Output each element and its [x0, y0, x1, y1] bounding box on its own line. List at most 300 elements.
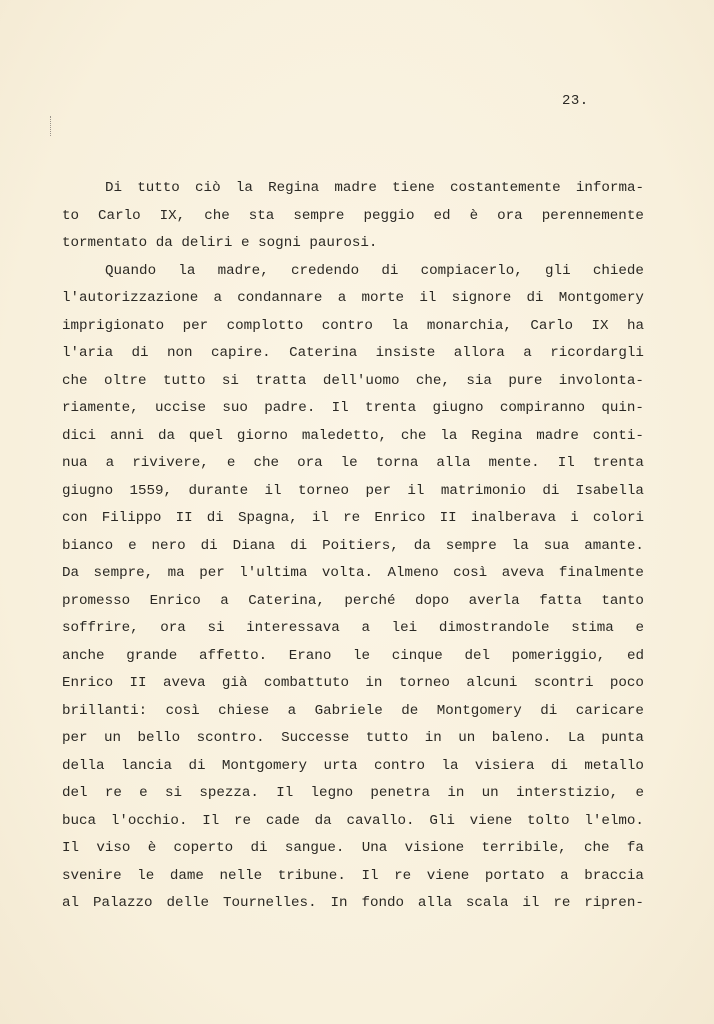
word: i: [570, 510, 579, 526]
word: bello: [137, 730, 181, 746]
word: scala: [465, 895, 509, 911]
word: Palazzo: [92, 895, 153, 911]
text-line: [62, 258, 644, 286]
word: e: [226, 455, 236, 471]
word: di: [542, 482, 560, 499]
word: giugno: [62, 482, 114, 499]
word: che: [62, 372, 88, 389]
word: il: [407, 482, 425, 499]
word: il: [522, 895, 540, 911]
text-line: [62, 533, 644, 561]
word: imprigionato: [62, 317, 165, 334]
word: ricordargli: [550, 345, 644, 361]
word: e: [139, 785, 148, 801]
word: brillanti:: [62, 702, 148, 719]
word: conti-: [592, 427, 644, 444]
word: finalmente: [558, 565, 644, 581]
word: dimostrandole: [438, 620, 550, 636]
text-line: [62, 588, 644, 616]
word: alla: [417, 895, 452, 911]
word: pure: [508, 372, 543, 389]
word: interstizio,: [515, 785, 619, 801]
word: Successe: [281, 730, 350, 746]
word: re: [553, 895, 571, 911]
word: anche: [62, 647, 105, 664]
word: sempre,: [93, 565, 154, 581]
word: di: [250, 840, 268, 856]
word: capire.: [211, 345, 271, 361]
word: IX: [591, 317, 609, 334]
word: per: [62, 730, 88, 746]
word: Diana: [232, 537, 276, 554]
word: torna: [375, 455, 419, 471]
word: Tournelles.: [222, 895, 317, 911]
word: il: [419, 290, 437, 306]
word: da: [413, 537, 431, 554]
word: morte: [361, 290, 405, 306]
word: a: [105, 455, 115, 471]
word: nero: [151, 537, 186, 554]
word: la: [441, 757, 459, 774]
word: dame: [169, 867, 204, 884]
word: informa-: [575, 180, 644, 196]
word: ciò: [195, 180, 221, 196]
word: Il: [202, 812, 220, 829]
word: riamente,: [62, 400, 139, 416]
word: tolto: [526, 812, 570, 829]
word: buca: [62, 812, 97, 829]
word: baleno.: [491, 730, 552, 746]
word: signore: [451, 290, 512, 306]
word: viene: [426, 867, 470, 884]
word: Da: [62, 565, 80, 581]
word: che,: [415, 372, 450, 389]
word: la: [178, 262, 196, 279]
word: combattuto: [263, 675, 350, 691]
word: di: [188, 757, 206, 774]
word: Montgomery: [221, 757, 308, 774]
word: di: [381, 262, 399, 279]
word: promesso: [62, 592, 131, 609]
word: è: [147, 840, 157, 856]
word: madre,: [217, 262, 269, 279]
word: che: [400, 427, 427, 444]
word: le: [340, 455, 358, 471]
word: Regina: [471, 427, 523, 444]
word: chiese: [218, 702, 270, 719]
word: allora: [453, 345, 505, 361]
word: punta: [601, 730, 644, 746]
text-line: [62, 835, 644, 863]
word: gli: [545, 262, 571, 279]
word: Il: [62, 840, 80, 856]
word: fatta: [539, 592, 582, 609]
word: involonta-: [558, 372, 644, 389]
word: non: [167, 345, 193, 361]
word: inalberava: [470, 510, 556, 526]
word: Isabella: [575, 482, 644, 499]
word: le: [137, 867, 155, 884]
text-line: [62, 615, 644, 643]
word: bianco: [62, 537, 114, 554]
word: a: [220, 592, 229, 609]
word: tratta: [255, 372, 307, 389]
word: l'aria: [62, 345, 114, 361]
word: la: [440, 427, 458, 444]
body-text: [62, 175, 644, 918]
word: Quando: [105, 262, 157, 279]
word: Il: [557, 455, 575, 471]
word: colori: [592, 510, 644, 526]
word: re: [394, 867, 412, 884]
word: sempre: [445, 537, 497, 554]
word: to: [62, 207, 80, 224]
word: Regina: [268, 180, 320, 196]
word: l'autorizzazione: [62, 290, 199, 306]
word: a: [361, 620, 370, 636]
word: giugno: [432, 400, 484, 416]
word: ha: [626, 317, 644, 334]
word: trenta: [592, 455, 644, 471]
word: Carlo: [98, 207, 141, 224]
word: sia: [466, 372, 492, 389]
word: II: [439, 510, 457, 526]
word: maledetto,: [301, 427, 387, 444]
word: nua: [62, 455, 88, 471]
text-line: [62, 890, 644, 918]
word: e: [128, 537, 137, 554]
word: II: [175, 510, 193, 526]
word: quel: [188, 427, 223, 444]
text-line: [62, 670, 644, 698]
word: sua: [543, 537, 570, 554]
word: tribune.: [277, 867, 346, 884]
word: visiera: [474, 757, 535, 774]
word: quin-: [601, 400, 644, 416]
word: e: [635, 620, 644, 636]
word: di: [290, 537, 308, 554]
word: aveva: [501, 565, 545, 581]
word: dell'uomo: [322, 372, 400, 389]
word: oltre: [103, 372, 147, 389]
word: a: [560, 867, 569, 884]
word: Il: [276, 785, 294, 801]
word: per: [182, 317, 209, 334]
word: nelle: [219, 867, 263, 884]
word: fa: [626, 840, 644, 856]
word: Poitiers,: [322, 537, 399, 554]
word: da: [155, 235, 173, 251]
word: lancia: [120, 757, 173, 774]
word: ma: [167, 565, 185, 581]
word: Il: [361, 867, 379, 884]
word: fondo: [361, 895, 405, 911]
word: che: [253, 455, 279, 471]
text-line: [62, 203, 644, 231]
word: un: [481, 785, 499, 801]
word: per: [365, 482, 391, 499]
word: svenire: [62, 867, 122, 884]
word: con: [62, 510, 88, 526]
word: compiacerlo,: [420, 262, 523, 279]
word: averla: [468, 592, 520, 609]
word: penetra: [370, 785, 431, 801]
word: che: [204, 207, 230, 224]
word: l'elmo.: [584, 812, 644, 829]
word: Montgomery: [558, 290, 644, 306]
word: la: [511, 537, 529, 554]
word: Almeno: [387, 565, 439, 581]
text-line: [62, 560, 644, 588]
word: per: [199, 565, 225, 581]
text-line: [62, 423, 644, 451]
word: sta: [248, 207, 275, 224]
word: l'occhio.: [110, 812, 188, 829]
word: paurosi.: [309, 235, 378, 251]
word: e: [635, 785, 644, 801]
word: legno: [310, 785, 354, 801]
word: uccise: [154, 400, 207, 416]
word: de: [401, 702, 419, 719]
word: soffrire,: [62, 620, 139, 636]
word: tutto: [137, 180, 180, 196]
word: deliri: [181, 235, 233, 251]
word: visione: [404, 840, 465, 856]
word: la: [391, 317, 409, 334]
word: urta: [323, 757, 358, 774]
word: viene: [469, 812, 513, 829]
text-line: [62, 285, 644, 313]
text-line: [62, 175, 644, 203]
word: spezza.: [199, 785, 259, 801]
word: sangue.: [284, 840, 345, 856]
word: si: [207, 620, 225, 636]
word: aveva: [162, 675, 206, 691]
word: affetto.: [198, 647, 268, 664]
word: torneo: [398, 675, 450, 691]
word: di: [206, 510, 224, 526]
word: da: [314, 812, 332, 829]
word: trenta: [365, 400, 417, 416]
word: scontri: [533, 675, 594, 691]
word: delle: [166, 895, 210, 911]
text-line: [62, 313, 644, 341]
word: un: [104, 730, 122, 746]
word: volta.: [321, 565, 374, 581]
word: poco: [609, 675, 644, 691]
word: padre.: [264, 400, 316, 416]
word: rivivere,: [132, 455, 209, 471]
word: chiede: [592, 262, 644, 279]
word: già: [221, 675, 248, 691]
word: da: [157, 427, 175, 444]
word: un: [458, 730, 476, 746]
word: viso: [96, 840, 131, 856]
word: metallo: [584, 757, 644, 774]
word: tutto: [365, 730, 409, 746]
word: condannare: [237, 290, 323, 306]
word: ripren-: [584, 895, 644, 911]
word: La: [567, 730, 585, 746]
word: tormentato: [62, 235, 148, 251]
word: Erano: [288, 647, 332, 664]
word: matrimonio: [440, 482, 526, 499]
word: tanto: [601, 592, 644, 609]
word: dopo: [415, 592, 450, 609]
word: si: [221, 372, 239, 389]
word: di: [526, 290, 544, 306]
word: Gli: [429, 812, 455, 829]
word: stima: [571, 620, 614, 636]
word: Spagna,: [238, 510, 298, 526]
word: così: [165, 702, 200, 719]
word: cade: [265, 812, 300, 829]
word: Una: [361, 840, 388, 856]
word: compiranno: [499, 400, 586, 416]
word: contro: [373, 757, 426, 774]
word: l'ultima: [239, 565, 308, 581]
word: a: [287, 702, 297, 719]
word: suo: [222, 400, 248, 416]
word: Montgomery: [436, 702, 522, 719]
word: in: [424, 730, 442, 746]
word: terribile,: [481, 840, 567, 856]
text-line: [62, 230, 644, 258]
word: la: [235, 180, 253, 196]
word: è: [469, 207, 479, 224]
text-line: [62, 395, 644, 423]
word: di: [540, 702, 558, 719]
word: Gabriele: [314, 702, 383, 719]
word: e: [241, 235, 250, 251]
word: in: [365, 675, 383, 691]
word: perennemente: [541, 207, 644, 224]
word: In: [330, 895, 348, 911]
text-line: [62, 340, 644, 368]
word: torneo: [297, 482, 350, 499]
word: alcuni: [466, 675, 518, 691]
word: sogni: [258, 235, 301, 251]
text-line: [62, 808, 644, 836]
word: Di: [105, 180, 123, 196]
word: del: [62, 785, 88, 801]
word: cinque: [391, 647, 443, 664]
word: Enrico: [374, 510, 426, 526]
word: cavallo.: [346, 812, 415, 829]
word: 1559,: [129, 482, 173, 499]
word: durante: [188, 482, 249, 499]
text-line: [62, 780, 644, 808]
word: tiene: [392, 180, 435, 196]
word: al: [62, 895, 80, 911]
text-line: [62, 643, 644, 671]
word: che: [583, 840, 610, 856]
word: monarchia,: [426, 317, 512, 334]
text-line: [62, 450, 644, 478]
word: a: [523, 345, 532, 361]
word: insiste: [375, 345, 436, 361]
word: costantemente: [449, 180, 561, 196]
word: madre: [536, 427, 579, 444]
word: Caterina,: [248, 592, 325, 609]
word: perché: [344, 592, 396, 609]
word: ora: [497, 207, 523, 224]
word: caricare: [575, 702, 644, 719]
word: in: [447, 785, 465, 801]
text-line: [62, 698, 644, 726]
word: di: [131, 345, 149, 361]
word: ed: [626, 647, 644, 664]
word: mente.: [488, 455, 540, 471]
word: tutto: [162, 372, 206, 389]
word: il: [311, 510, 329, 526]
word: re: [234, 812, 252, 829]
word: di: [200, 537, 218, 554]
word: Enrico: [62, 675, 114, 691]
word: braccia: [584, 867, 644, 884]
word: portato: [484, 867, 545, 884]
word: a: [213, 290, 223, 306]
word: a: [337, 290, 347, 306]
word: ora: [160, 620, 186, 636]
text-line: [62, 505, 644, 533]
word: grande: [126, 647, 178, 664]
word: interessava: [246, 620, 340, 636]
word: ora: [297, 455, 323, 471]
word: lei: [391, 620, 418, 636]
word: Carlo: [530, 317, 573, 334]
word: amante.: [584, 537, 644, 554]
word: ed: [433, 207, 451, 224]
text-line: [62, 753, 644, 781]
word: peggio: [363, 207, 415, 224]
text-line: [62, 368, 644, 396]
word: di: [550, 757, 568, 774]
word: credendo: [290, 262, 360, 279]
word: Filippo: [101, 510, 162, 526]
word: il: [264, 482, 282, 499]
margin-mark: [50, 116, 52, 136]
word: contro: [321, 317, 373, 334]
word: re: [343, 510, 361, 526]
word: IX,: [159, 207, 186, 224]
word: giorno: [236, 427, 288, 444]
word: Caterina: [289, 345, 358, 361]
word: Enrico: [149, 592, 201, 609]
word: coperto: [173, 840, 234, 856]
text-line: [62, 725, 644, 753]
word: del: [464, 647, 490, 664]
word: scontro.: [196, 730, 265, 746]
word: sempre: [293, 207, 345, 224]
word: complotto: [226, 317, 304, 334]
text-line: [62, 863, 644, 891]
word: le: [353, 647, 371, 664]
word: II: [129, 675, 147, 691]
page-number: 23.: [562, 93, 589, 109]
word: anni: [109, 427, 145, 444]
word: si: [164, 785, 183, 801]
word: dici: [62, 427, 97, 444]
word: madre: [334, 180, 377, 196]
word: Il: [331, 400, 349, 416]
text-line: [62, 478, 644, 506]
word: alla: [436, 455, 471, 471]
word: della: [62, 757, 105, 774]
word: pomeriggio,: [511, 647, 606, 664]
word: re: [104, 785, 122, 801]
word: così: [453, 565, 488, 581]
